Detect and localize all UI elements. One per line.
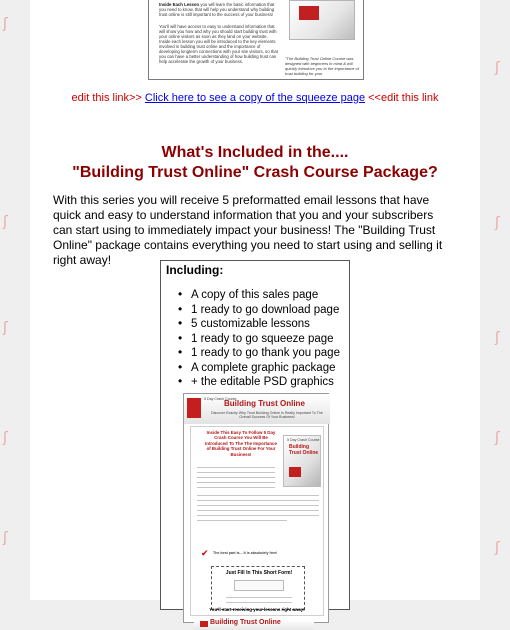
mini-next-title: Building Trust Online: [210, 619, 281, 626]
mini-small-label: 5 Day Crash Course: [204, 397, 237, 401]
included-title: Including:: [166, 263, 224, 277]
mini-logo-image: [187, 398, 201, 418]
mini-footer-text: You'll start receiving your lessons right away!: [209, 607, 305, 612]
included-box: [160, 260, 350, 626]
ebook-logo-image: [299, 6, 319, 20]
preview-access-text: You'll will have access to easy to understand information that will show you how and why you should start building trust with your online visitors as soon as they land on your website. Inside each lesson you will be introduced to the key elements involved in building trust online and the importance of developing longterm connections with your site visitors, so that you can have a better understanding of how building trust can help accelerate the growth of your business.: [159, 24, 278, 64]
mini-text-line: [197, 467, 275, 468]
headline-line-2: "Building Trust Online" Crash Course Package?: [72, 164, 438, 181]
preview-lesson-body: you will learn the basic information that you need to know, that will help you understand why building trust online is still important to the success of your business!: [159, 2, 275, 17]
list-item: • A complete graphic package: [178, 361, 340, 376]
mini-text-line: [197, 472, 275, 473]
sales-page: [30, 0, 480, 626]
list-item: • A copy of this sales page: [178, 288, 340, 303]
mini-form-field: [234, 580, 284, 591]
edit-label-right: <<edit this link: [368, 92, 439, 104]
mini-signup-form: [211, 566, 305, 610]
section-headline: [30, 143, 480, 183]
intro-paragraph: With this series you will receive 5 preformatted email lessons that have quick and easy to understand information that you and your subscribers can start using to immediately impact your business! The "Building Trust Online" package contains everything you need to start using and selling it right away!: [53, 193, 443, 267]
mini-text-line: [197, 482, 275, 483]
side-decoration-mark: ʃ: [3, 16, 8, 32]
edit-label-left: edit this link>>: [71, 92, 142, 104]
side-decoration-mark: ʃ: [495, 330, 500, 346]
side-decoration-mark: ʃ: [3, 530, 8, 546]
mini-text-line: [197, 515, 319, 516]
mini-text-line: [197, 500, 319, 501]
side-decoration-mark: ʃ: [3, 214, 8, 230]
side-decoration-mark: ʃ: [495, 215, 500, 231]
side-decoration-mark: ʃ: [495, 540, 500, 556]
headline-line-1: What's Included in the....: [161, 144, 349, 161]
list-item: • 1 ready to go download page: [178, 303, 340, 318]
mini-text-line: [197, 487, 275, 488]
mini-brand-title: Building Trust Online: [224, 399, 305, 408]
mini-body: [190, 426, 324, 616]
squeeze-page-screenshot[interactable]: [183, 393, 329, 626]
mini-ebook-cover: [283, 435, 321, 487]
mini-text-line: [226, 602, 292, 603]
mini-text-line: [197, 495, 319, 496]
list-item: • 1 ready to go thank you page: [178, 346, 340, 361]
squeeze-page-link[interactable]: Click here to see a copy of the squeeze page: [144, 92, 366, 104]
side-decoration-mark: ʃ: [3, 320, 8, 336]
side-decoration-mark: ʃ: [495, 430, 500, 446]
checkmark-icon: ✔: [201, 548, 209, 558]
ebook-caption: "The Building Trust Online Course was designed with beginners in mind & will quickly introduce you to the importance of trust building for your: [285, 56, 359, 76]
mini-text-line: [197, 505, 319, 506]
mini-best-part: The best part is... It is absolutely free!: [213, 551, 278, 555]
mini-tagline: Discover Exactly Why Trust Building Online Is Really Important To The Overall Success Of Your Business!: [211, 411, 323, 420]
list-item: • 5 customizable lessons: [178, 317, 340, 332]
mini-text-line: [197, 510, 319, 511]
mini-form-title: Just Fill In This Short Form!: [225, 570, 293, 576]
mini-text-line: [226, 597, 292, 598]
mini-book-logo: [289, 467, 301, 477]
mini-next-logo: [200, 621, 208, 627]
list-item: • 1 ready to go squeeze page: [178, 332, 340, 347]
mini-text-line: [197, 477, 275, 478]
mini-book-title: Building Trust Online: [289, 444, 319, 456]
mini-intro: Inside This Easy To Follow 5 Day Crash Course You Will Be Introduced To The The Importance of Building Trust Online For Your Business!: [205, 430, 277, 457]
preview-lesson-heading: Inside Each Lesson: [159, 2, 200, 7]
side-decoration-mark: ʃ: [3, 430, 8, 446]
mini-text-line: [197, 520, 287, 521]
squeeze-page-preview[interactable]: [148, 0, 364, 80]
list-item: • + the editable PSD graphics: [178, 375, 340, 390]
included-list: [178, 288, 340, 390]
edit-link-line: [30, 92, 480, 104]
mini-book-label: 5 Day Crash Course: [287, 438, 320, 442]
side-decoration-mark: ʃ: [495, 60, 500, 76]
preview-lesson-text: [159, 2, 279, 17]
